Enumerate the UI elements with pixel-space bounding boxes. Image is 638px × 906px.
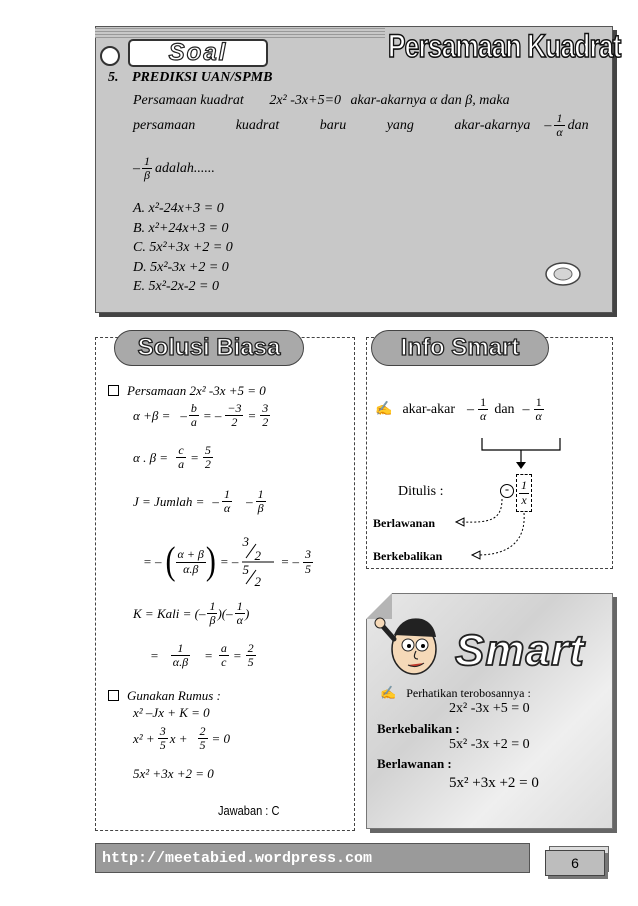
smart-berkebalikan-label: Berkebalikan :: [377, 721, 460, 736]
ditulis-label: Ditulis :: [398, 484, 444, 499]
jumlah-line: J = Jumlah = – $\frac{1}{\alpha}$ – $\frac{1}{\beta}$: [133, 487, 264, 516]
solution-step-1: Persamaan 2x² -3x +5 = 0: [108, 383, 266, 399]
solusi-biasa-badge: Solusi Biasa: [114, 330, 304, 366]
checkbox-bullet-icon: [108, 385, 119, 396]
formula-line-2: x² + $\frac{3}{5}$ x + $\frac{2}{5}$ = 0: [133, 724, 231, 753]
page-number: 6: [545, 850, 605, 876]
smart-eq-2: 5x² -3x +2 = 0: [449, 737, 530, 752]
solution-step-2: Gunakan Rumus :: [108, 688, 221, 704]
smart-note: ✍ Perhatikan terobosannya :: [380, 685, 531, 700]
berkebalikan-label: Berkebalikan: [373, 549, 443, 563]
question-line-3: – $\frac{1}{\beta}$ adalah......: [133, 154, 215, 183]
answer-option: D. 5x²-3x +2 = 0: [133, 259, 229, 275]
curved-arrows: [440, 495, 530, 565]
word-dan: dan: [567, 117, 589, 133]
reciprocal-box: $\frac{1}{x}$: [516, 474, 532, 512]
nested-fraction: 3 2 5 2: [242, 534, 261, 589]
berlawanan-label: Berlawanan: [373, 516, 436, 530]
question-text-d: adalah......: [155, 160, 215, 176]
info-smart-badge: Info Smart: [371, 330, 549, 366]
question-text-b: akar-akarnya α dan β, maka: [350, 93, 510, 108]
answer-option: E. 5x²-2x-2 = 0: [133, 279, 219, 294]
question-number: 5.: [108, 70, 119, 85]
answer-option: B. x²+24x+3 = 0: [133, 220, 229, 236]
question-source: PREDIKSI UAN/SPMB: [132, 70, 273, 85]
footer-link[interactable]: http://meetabied.wordpress.com: [102, 849, 373, 867]
smart-berlawanan-label: Berlawanan :: [377, 756, 452, 771]
topic-title: Persamaan Kuadrat: [388, 28, 621, 64]
footer-url[interactable]: [95, 843, 530, 873]
minus-circle-icon: -: [500, 484, 514, 498]
question-equation: 2x² -3x+5=0: [269, 93, 342, 108]
akar-line: ✍ akar-akar – $\frac{1}{\alpha}$ dan – $\frac{1}{\alpha}$: [375, 395, 542, 424]
kali-line: K = Kali = ( – $\frac{1}{\beta}$ )( – $\frac{1}{\alpha}$ ): [133, 599, 250, 628]
kali-computation: = $\frac{1}{\alpha.\beta}$ = $\frac{a}{c}$ = $\frac{2}{5}$: [150, 641, 254, 670]
soal-label: Soal: [128, 39, 268, 67]
bracket-arrow: [470, 438, 580, 470]
question-text-a: Persamaan kuadrat: [133, 93, 244, 108]
product-of-roots: α . β = $\frac{c}{a}$ = $\frac{5}{2}$: [133, 443, 211, 472]
pencil-icon: ✍: [380, 685, 397, 700]
checkbox-bullet-icon: [108, 690, 119, 701]
question-line-1: [133, 93, 510, 109]
answer-option: C. 5x²+3x +2 = 0: [133, 240, 233, 255]
decorative-stripes: [95, 28, 385, 38]
question-text-c: persamaan kuadrat baru yang akar-akarnya: [133, 117, 531, 133]
fraction-one-over-beta: $\frac{1}{\beta}$: [144, 154, 150, 183]
fraction-one-over-alpha: $\frac{1}{\alpha}$: [556, 111, 563, 140]
question-line-2: persamaan kuadrat baru yang akar-akarnya – $\frac{1}{\alpha}$ dan: [133, 111, 589, 140]
answer-option: A. x²-24x+3 = 0: [133, 201, 224, 216]
smart-title: Smart: [455, 626, 585, 675]
formula-line-1: x² –Jx + K = 0: [133, 705, 210, 720]
answer-key: Jawaban : C: [218, 803, 280, 818]
pushpin-icon: [543, 260, 583, 288]
thinking-character-icon: [372, 605, 452, 685]
smart-eq-1: 2x² -3x +5 = 0: [449, 701, 530, 716]
pencil-icon: ✍: [375, 402, 393, 418]
circle-icon: [100, 46, 120, 66]
formula-line-3: 5x² +3x +2 = 0: [133, 766, 214, 781]
jumlah-computation: = – ( $\frac{\alpha + \beta}{\alpha.\beta}$ ) = – 3 2 5 2 = – $\frac{3}{5}$: [143, 534, 311, 589]
sum-of-roots: α +β = – $\frac{b}{a}$ = – $\frac{-3}{2}$ = $\frac{3}{2}$: [133, 401, 269, 430]
smart-eq-3: 5x² +3x +2 = 0: [449, 775, 539, 791]
question-header: [108, 70, 272, 86]
